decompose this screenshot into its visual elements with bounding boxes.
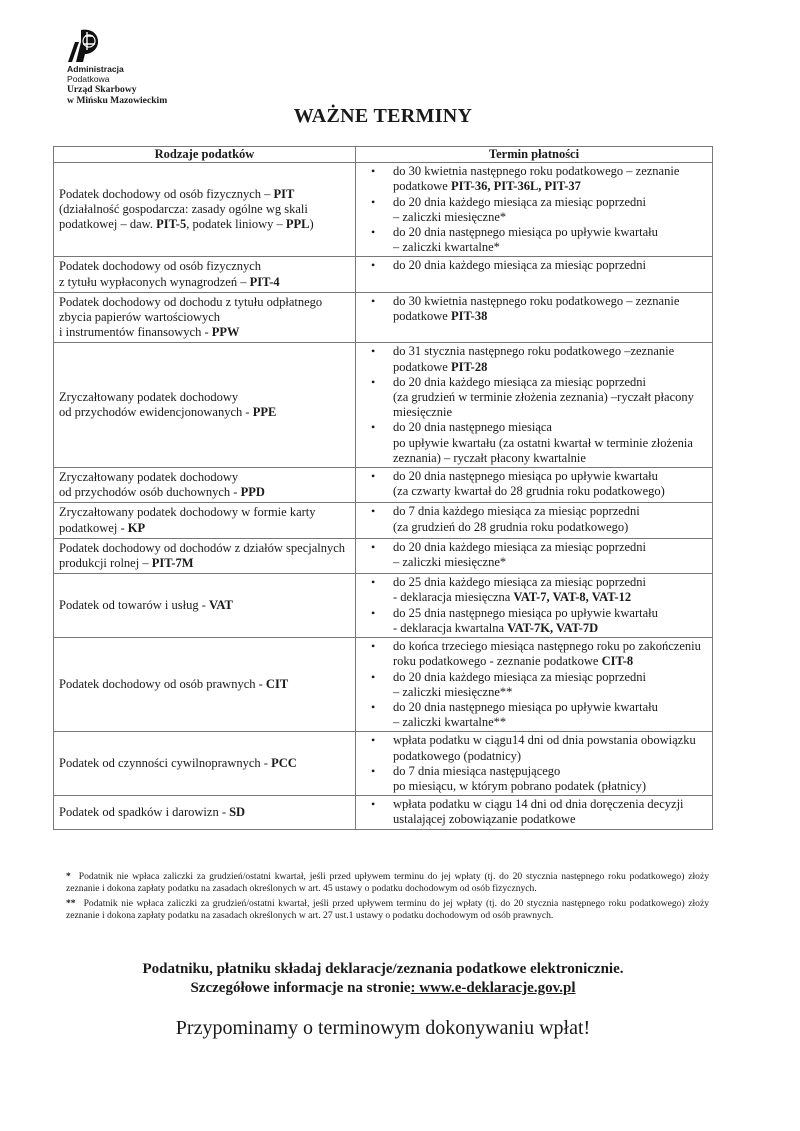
tax-type-cell bbox=[54, 732, 356, 796]
tax-code: PPL bbox=[285, 217, 310, 232]
deadline-item bbox=[393, 764, 708, 794]
deadline-cell bbox=[356, 163, 713, 257]
text-segment: Zryczałtowany podatek dochodowy w formie karty podatkowej - bbox=[59, 505, 316, 535]
deadline-list bbox=[356, 733, 708, 794]
table-row bbox=[54, 343, 713, 468]
text-segment: po miesiącu, w którym pobrano podatek (płatnicy) bbox=[393, 778, 647, 793]
text-segment: (za grudzień w terminie złożenia zeznania) –ryczałt płacony miesięcznie bbox=[393, 390, 694, 420]
tax-type-cell bbox=[54, 503, 356, 538]
tax-code: VAT-7, VAT-8, VAT-12 bbox=[513, 590, 632, 605]
text-segment: do 30 kwietnia następnego roku podatkowego – zeznanie podatkowe bbox=[393, 293, 680, 324]
e-filing-line1: Podatniku, płatniku składaj deklaracje/zeznania podatkowe elektronicznie. bbox=[142, 961, 624, 977]
text-segment: – zaliczki miesięczne** bbox=[393, 684, 513, 699]
tax-code: PIT-36, PIT-36L, PIT-37 bbox=[450, 179, 581, 194]
tax-code: PIT bbox=[273, 187, 295, 201]
text-segment: od przychodów ewidencjonowanych - bbox=[59, 405, 253, 420]
footnote-double-asterisk bbox=[66, 898, 709, 921]
deadline-list bbox=[356, 469, 708, 499]
text-segment: Podatek dochodowy od dochodu z tytułu odpłatnego zbycia papierów wartościowych bbox=[59, 294, 323, 325]
tax-type-cell bbox=[54, 292, 356, 343]
text-segment: Podatek od czynności cywilnoprawnych - bbox=[59, 756, 272, 771]
tax-code: PPD bbox=[240, 485, 265, 500]
tax-type-cell bbox=[54, 574, 356, 638]
tax-code: PIT-4 bbox=[249, 274, 280, 289]
deadline-cell bbox=[356, 732, 713, 796]
text-segment: ) bbox=[309, 217, 314, 232]
deadline-item bbox=[393, 420, 708, 466]
tax-code: SD bbox=[229, 804, 246, 819]
text-segment: do 20 dnia następnego miesiąca po upływie kwartału bbox=[393, 469, 658, 484]
text-segment: do 25 dnia następnego miesiąca po upływie kwartału bbox=[393, 605, 658, 620]
tax-code: KP bbox=[127, 520, 146, 535]
administracja-podatkowa-logo-icon bbox=[67, 28, 101, 62]
e-filing-line2 bbox=[0, 979, 766, 998]
table-row bbox=[54, 538, 713, 573]
tax-type-cell bbox=[54, 468, 356, 503]
deadline-item bbox=[393, 469, 708, 499]
text-segment: Zryczałtowany podatek dochodowy bbox=[59, 470, 239, 485]
tax-type-cell bbox=[54, 257, 356, 292]
deadline-item bbox=[393, 344, 708, 374]
text-segment: wpłata podatku w ciągu 14 dni od dnia doręczenia decyzji ustalającej zobowiązanie podatkowe bbox=[393, 797, 684, 827]
footnote-mark: ** bbox=[66, 898, 76, 909]
deadline-item bbox=[393, 294, 708, 324]
tax-code: VAT-7K, VAT-7D bbox=[507, 620, 599, 635]
text-segment: , podatek liniowy – bbox=[186, 217, 286, 232]
deadline-cell bbox=[356, 574, 713, 638]
deadline-list bbox=[356, 294, 708, 324]
text-segment: – zaliczki miesięczne* bbox=[393, 555, 507, 570]
text-segment: – zaliczki kwartalne* bbox=[393, 240, 500, 255]
text-segment: do 20 dnia każdego miesiąca za miesiąc poprzedni bbox=[393, 194, 647, 209]
deadline-list bbox=[356, 797, 708, 827]
footnote-text: Podatnik nie wpłaca zaliczki za grudzień/ostatni kwartał, jeśli przed upływem terminu do jej wpłaty (tj. do 20 stycznia następnego roku podatkowego) złoży zeznanie i dokona zapłaty podatku na zasadach określonych w art. 45 ustawy o podatku dochodowym od osób fizycznych. bbox=[66, 871, 709, 894]
deadline-list bbox=[356, 258, 708, 273]
office-name-line1: Urząd Skarbowy bbox=[67, 84, 137, 95]
text-segment: Podatek od towarów i usług - bbox=[59, 598, 209, 613]
deadline-cell bbox=[356, 343, 713, 468]
text-segment: do 7 dnia każdego miesiąca za miesiąc poprzedni bbox=[393, 504, 640, 519]
text-segment: Podatek dochodowy od osób fizycznych bbox=[59, 259, 262, 274]
table-row bbox=[54, 257, 713, 292]
deadline-item bbox=[393, 164, 708, 194]
deadline-item bbox=[393, 606, 708, 636]
table-row bbox=[54, 732, 713, 796]
deadline-list bbox=[356, 540, 708, 570]
deadline-item bbox=[393, 504, 708, 534]
tax-type-cell bbox=[54, 163, 356, 257]
e-deklaracje-link[interactable]: : www.e-deklaracje.gov.pl bbox=[410, 980, 576, 996]
text-segment: do końca trzeciego miesiąca następnego roku po zakończeniu roku podatkowego - zeznanie podatkowe bbox=[393, 639, 701, 669]
text-segment: Podatek dochodowy od osób prawnych - bbox=[59, 677, 266, 692]
deadline-item bbox=[393, 639, 708, 669]
text-segment: - deklaracja miesięczna bbox=[393, 590, 514, 605]
tax-code: PIT-38 bbox=[450, 309, 488, 324]
tax-code: CIT bbox=[265, 677, 289, 692]
text-segment: do 7 dnia miesiąca następującego bbox=[393, 763, 561, 778]
text-segment: Podatek od spadków i darowizn - bbox=[59, 804, 230, 819]
text-segment: do 20 dnia każdego miesiąca za miesiąc poprzedni bbox=[393, 374, 647, 389]
org-name-line1: Administracja bbox=[67, 64, 124, 74]
table-row bbox=[54, 796, 713, 829]
text-segment: - deklaracja kwartalna bbox=[393, 620, 508, 635]
text-segment: z tytułu wypłaconych wynagrodzeń – bbox=[59, 274, 250, 289]
tax-type-cell bbox=[54, 538, 356, 573]
tax-deadlines-table bbox=[53, 146, 713, 830]
text-segment: Podatek dochodowy od dochodów z działów specjalnych produkcji rolnej – bbox=[59, 540, 346, 571]
table-row bbox=[54, 503, 713, 538]
text-segment: Podatek dochodowy od osób fizycznych – bbox=[59, 187, 274, 201]
deadline-item bbox=[393, 195, 708, 225]
text-segment: do 20 dnia każdego miesiąca za miesiąc poprzedni bbox=[393, 258, 647, 273]
tax-code: PPE bbox=[252, 405, 277, 420]
deadline-item bbox=[393, 700, 708, 730]
deadline-item bbox=[393, 258, 708, 273]
text-segment: do 25 dnia każdego miesiąca za miesiąc poprzedni bbox=[393, 575, 647, 590]
text-segment: do 30 kwietnia następnego roku podatkowego – zeznanie podatkowe bbox=[393, 164, 680, 194]
table-row bbox=[54, 574, 713, 638]
e-filing-line2-prefix: Szczegółowe informacje na stronie bbox=[190, 980, 411, 996]
text-segment: wpłata podatku w ciągu14 dni od dnia powstania obowiązku podatkowego (podatnicy) bbox=[393, 733, 696, 763]
deadline-item bbox=[393, 733, 708, 763]
deadline-item bbox=[393, 575, 708, 605]
deadline-cell bbox=[356, 257, 713, 292]
tax-type-cell bbox=[54, 796, 356, 829]
org-name-line2: Podatkowa bbox=[67, 74, 110, 84]
text-segment: do 20 dnia każdego miesiąca za miesiąc poprzedni bbox=[393, 669, 647, 684]
office-name-line2: w Mińsku Mazowieckim bbox=[67, 95, 168, 106]
deadline-list bbox=[356, 344, 708, 466]
tax-type-cell bbox=[54, 343, 356, 468]
office-header bbox=[67, 28, 167, 106]
deadline-cell bbox=[356, 796, 713, 829]
deadline-cell bbox=[356, 538, 713, 573]
deadline-list bbox=[356, 639, 708, 730]
table-header-row bbox=[54, 147, 713, 163]
table-row bbox=[54, 292, 713, 343]
tax-code: PIT-5 bbox=[156, 217, 187, 232]
deadline-cell bbox=[356, 468, 713, 503]
footnotes bbox=[66, 871, 709, 925]
tax-type-cell bbox=[54, 638, 356, 732]
tax-code: PIT-28 bbox=[450, 359, 488, 374]
text-segment: od przychodów osób duchownych - bbox=[59, 485, 241, 500]
deadline-item bbox=[393, 375, 708, 421]
deadline-item bbox=[393, 797, 708, 827]
text-segment: (działalność gospodarcza: zasady ogólne wg skali podatkowej – daw. bbox=[59, 202, 308, 232]
footnote-text: Podatnik nie wpłaca zaliczki za grudzień/ostatni kwartał, jeśli przed upływem terminu do jej wpłaty (tj. do 20 stycznia następnego roku podatkowego) złoży zeznanie i dokona zapłaty podatku na zasadach określonych w art. 27 ust.1 ustawy o podatku dochodowym od osób prawnych. bbox=[66, 898, 709, 921]
text-segment: (za grudzień do 28 grudnia roku podatkowego) bbox=[393, 519, 629, 534]
deadline-list bbox=[356, 164, 708, 255]
text-segment: – zaliczki miesięczne* bbox=[393, 209, 507, 224]
tax-code: PIT-7M bbox=[151, 556, 194, 571]
table-row bbox=[54, 638, 713, 732]
deadline-item bbox=[393, 540, 708, 570]
tax-code: CIT-8 bbox=[601, 654, 634, 669]
payment-reminder: Przypominamy o terminowym dokonywaniu wpłat! bbox=[175, 1017, 591, 1039]
text-segment: do 20 dnia każdego miesiąca za miesiąc poprzedni bbox=[393, 539, 647, 554]
text-segment: do 31 stycznia następnego roku podatkowego –zeznanie podatkowe bbox=[393, 344, 675, 374]
deadline-item bbox=[393, 670, 708, 700]
text-segment: do 20 dnia następnego miesiąca bbox=[393, 420, 552, 435]
tax-code: PPW bbox=[211, 325, 240, 340]
text-segment: do 20 dnia następnego miesiąca po upływie kwartału bbox=[393, 225, 658, 240]
tax-code: VAT bbox=[208, 598, 233, 613]
text-segment: Zryczałtowany podatek dochodowy bbox=[59, 390, 239, 405]
column-header-payment-deadline: Termin płatności bbox=[356, 147, 713, 163]
text-segment: – zaliczki kwartalne** bbox=[393, 715, 507, 730]
deadline-list bbox=[356, 504, 708, 534]
footnote-single-asterisk bbox=[66, 871, 709, 894]
page-title: WAŻNE TERMINY bbox=[293, 105, 473, 127]
text-segment: po upływie kwartału (za ostatni kwartał w terminie złożenia zeznania) – ryczałt płacony kwartalnie bbox=[393, 435, 693, 465]
text-segment: i instrumentów finansowych - bbox=[59, 325, 212, 340]
e-filing-notice bbox=[0, 960, 766, 998]
tax-code: PCC bbox=[271, 756, 297, 771]
table-row bbox=[54, 468, 713, 503]
deadline-item bbox=[393, 225, 708, 255]
column-header-tax-type: Rodzaje podatków bbox=[54, 147, 356, 163]
deadline-list bbox=[356, 575, 708, 636]
deadline-cell bbox=[356, 638, 713, 732]
text-segment: do 20 dnia następnego miesiąca po upływie kwartału bbox=[393, 699, 658, 714]
deadline-cell bbox=[356, 503, 713, 538]
footnote-mark: * bbox=[66, 871, 71, 882]
table-row bbox=[54, 163, 713, 257]
text-segment: (za czwarty kwartał do 28 grudnia roku podatkowego) bbox=[393, 484, 665, 499]
deadline-cell bbox=[356, 292, 713, 343]
